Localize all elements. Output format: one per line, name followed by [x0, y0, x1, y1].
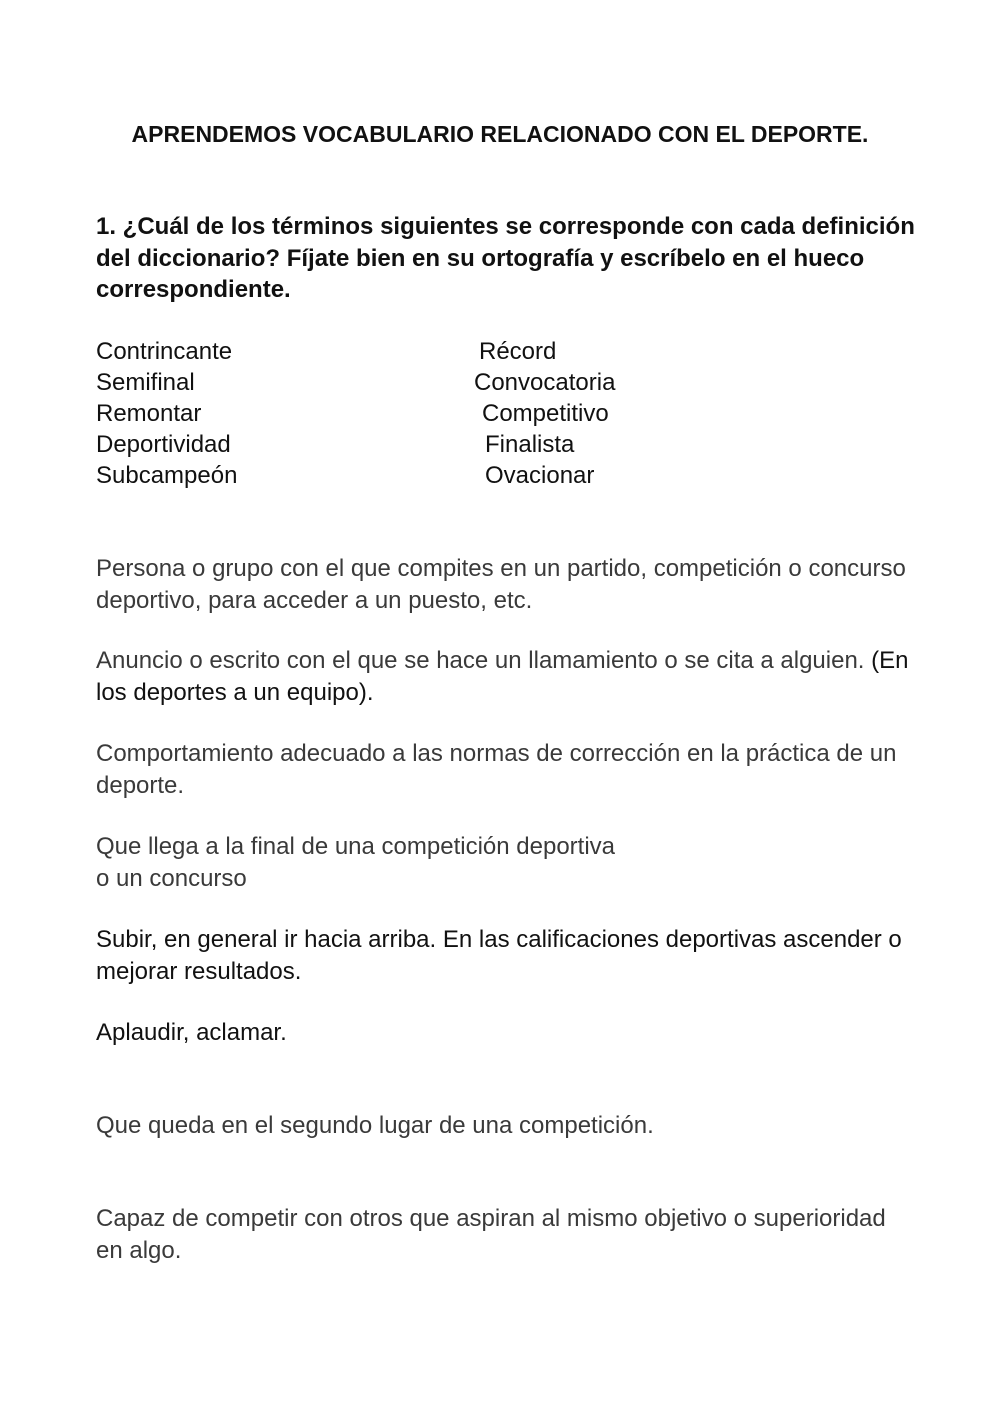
- definition-2-text: Anuncio o escrito con el que se hace un llamamiento o se cita a alguien.: [96, 647, 872, 674]
- term-right-4: Finalista: [485, 431, 575, 458]
- definition-6: Aplaudir, aclamar.: [96, 1019, 287, 1046]
- term-right-1: Récord: [479, 338, 557, 365]
- definition-3: Comportamiento adecuado a las normas de corrección en la práctica de un deporte.: [96, 740, 897, 799]
- term-left-1: Contrincante: [96, 338, 233, 365]
- worksheet-title: APRENDEMOS VOCABULARIO RELACIONADO CON EL DEPORTE.: [131, 121, 869, 147]
- term-right-5: Ovacionar: [485, 462, 595, 489]
- term-left-2: Semifinal: [96, 369, 195, 396]
- term-left-3: Remontar: [96, 400, 202, 427]
- definition-4: [96, 831, 916, 894]
- definition-5: Subir, en general ir hacia arriba. En las calificaciones deportivas ascender o mejorar resultados.: [96, 926, 902, 985]
- definition-4-line-1: Que llega a la final de una competición deportiva: [96, 833, 615, 860]
- definition-1: Persona o grupo con el que compites en un partido, competición o concurso deportivo, para acceder a un puesto, etc.: [96, 555, 906, 614]
- question-instructions: 1. ¿Cuál de los términos siguientes se corresponde con cada definición del diccionario? Fíjate bien en su ortografía y escríbelo en el hueco correspondiente.: [96, 213, 915, 303]
- term-left-5: Subcampeón: [96, 462, 238, 489]
- term-left-4: Deportividad: [96, 431, 231, 458]
- definition-7: Que queda en el segundo lugar de una competición.: [96, 1112, 654, 1139]
- definition-2: [96, 645, 916, 708]
- definition-2-note: (En los deportes a un equipo).: [96, 647, 909, 706]
- definition-4-line-2: o un concurso: [96, 864, 247, 892]
- definition-8: Capaz de competir con otros que aspiran al mismo objetivo o superioridad en algo.: [96, 1205, 886, 1264]
- term-right-2: Convocatoria: [474, 369, 616, 396]
- term-right-3: Competitivo: [482, 400, 609, 427]
